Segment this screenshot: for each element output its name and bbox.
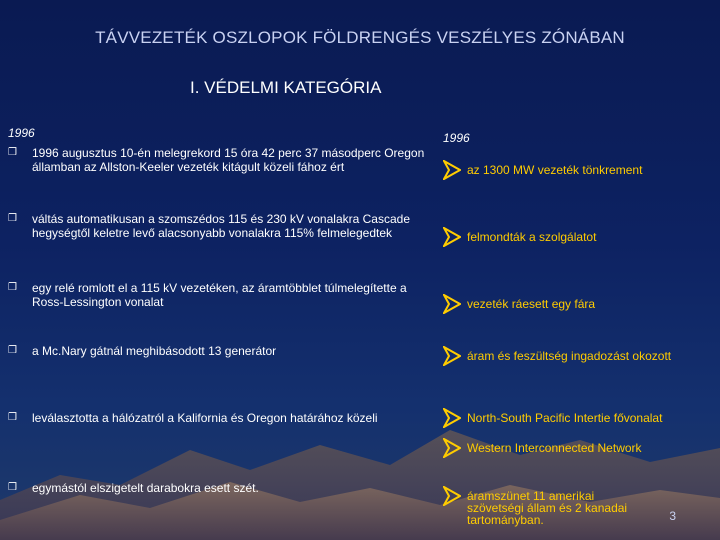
page-number: 3 [669, 509, 676, 523]
arrow-bullet-icon [443, 346, 467, 366]
arrow-bullet-icon [443, 294, 467, 314]
checkbox-bullet-icon: ❒ [8, 282, 17, 293]
slide-subtitle: I. VÉDELMI KATEGÓRIA [190, 78, 382, 97]
list-item-text: 1996 augusztus 10-én melegrekord 15 óra 42 perc 37 másodperc Oregon államban az Allston-Keeler vezeték kitágult közeli fához ért [32, 146, 425, 174]
list-item [443, 227, 703, 247]
list-item-text: leválasztotta a hálózatról a Kalifornia és Oregon határához közeli [32, 411, 378, 425]
list-item-text: egymástól elszigetelt darabokra esett szét. [32, 481, 259, 495]
checkbox-bullet-icon: ❒ [8, 482, 17, 493]
list-item-text: az 1300 MW vezeték tönkrement [467, 163, 643, 177]
list-item [443, 346, 703, 366]
list-item-text: felmondták a szolgálatot [467, 230, 597, 244]
checkbox-bullet-icon: ❒ [8, 213, 17, 224]
list-item [443, 408, 703, 428]
arrow-bullet-icon [443, 408, 467, 428]
list-item [443, 486, 653, 526]
arrow-bullet-icon [443, 160, 467, 180]
list-item [443, 160, 703, 180]
list-item [443, 438, 703, 458]
slide-title: TÁVVEZETÉK OSZLOPOK FÖLDRENGÉS VESZÉLYES ZÓNÁBAN [95, 28, 625, 47]
checkbox-bullet-icon: ❒ [8, 412, 17, 423]
list-item [8, 212, 428, 240]
checkbox-bullet-icon: ❒ [8, 345, 17, 356]
right-year-label: 1996 [443, 131, 470, 145]
arrow-bullet-icon [443, 438, 467, 458]
list-item-text: áramszünet 11 amerikai szövetségi állam és 2 kanadai tartományban. [467, 489, 628, 527]
list-item-text: a Mc.Nary gátnál meghibásodott 13 generátor [32, 344, 277, 358]
list-item [8, 411, 428, 425]
left-year-label: 1996 [8, 126, 35, 140]
arrow-bullet-icon [443, 486, 467, 506]
list-item [8, 344, 428, 358]
checkbox-bullet-icon: ❒ [8, 147, 17, 158]
list-item-text: vezeték ráesett egy fára [467, 297, 596, 311]
list-item [8, 146, 428, 174]
list-item-text: áram és feszültség ingadozást okozott [467, 349, 672, 363]
list-item [8, 481, 428, 495]
list-item [8, 281, 428, 309]
arrow-bullet-icon [443, 227, 467, 247]
list-item-text: váltás automatikusan a szomszédos 115 és 230 kV vonalakra Cascade hegységtől keletre levő alacsonyabb vonalakra 115% felmelegedtek [32, 212, 410, 240]
list-item-text: Western Interconnected Network [467, 441, 642, 455]
list-item [443, 294, 703, 314]
list-item-text: egy relé romlott el a 115 kV vezetéken, az áramtöbblet túlmelegítette a Ross-Lessington vonalat [32, 281, 407, 309]
list-item-text: North-South Pacific Intertie fővonalat [467, 411, 663, 425]
